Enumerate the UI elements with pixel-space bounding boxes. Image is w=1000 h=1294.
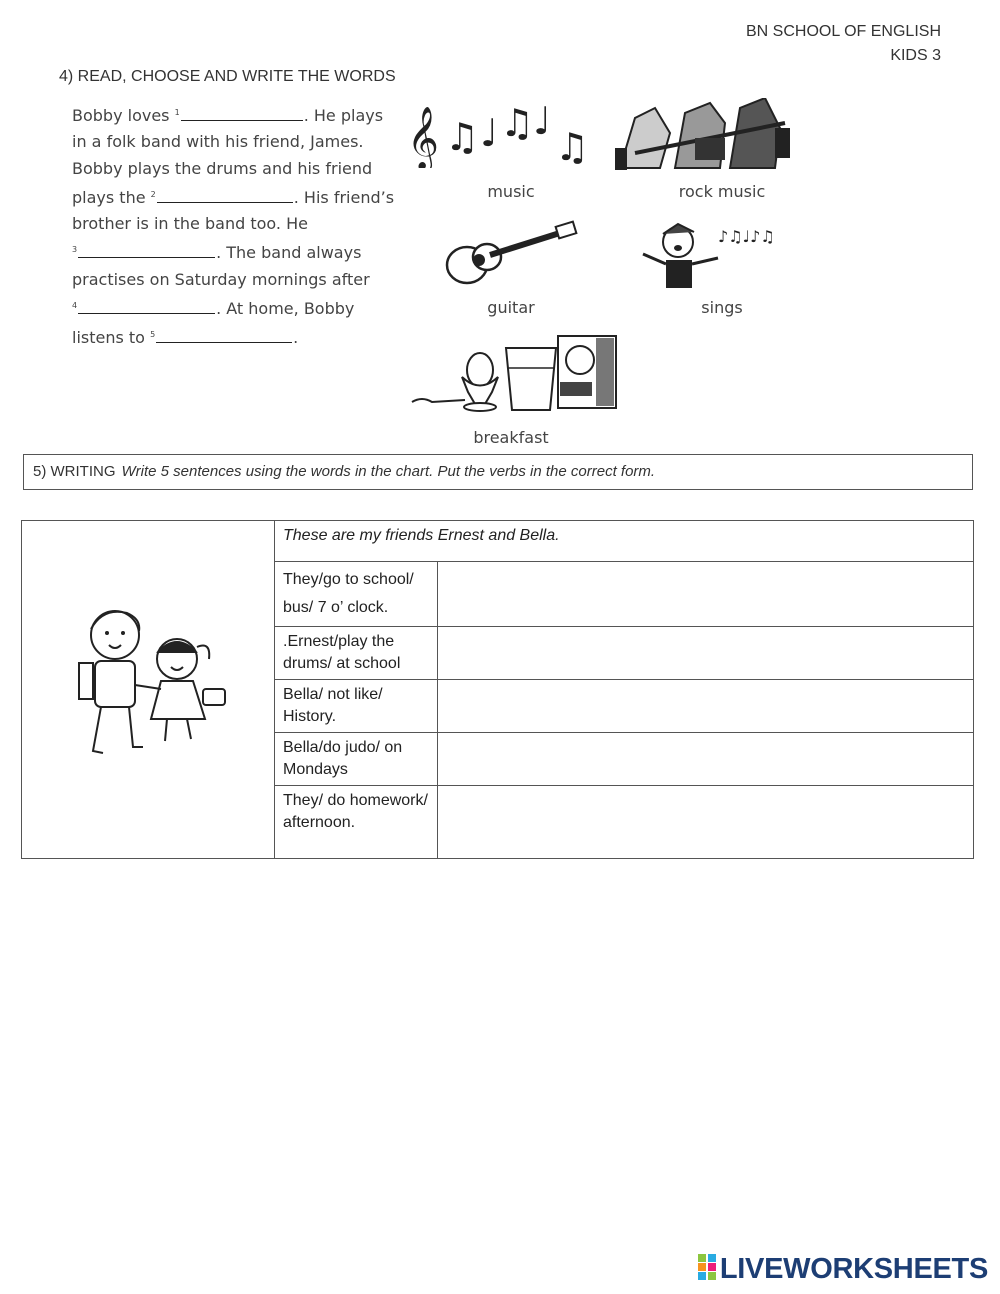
- word-music: music: [487, 182, 535, 201]
- answer-gap-2[interactable]: [157, 188, 293, 203]
- cue-2: .Ernest/play the drums/ at school: [275, 627, 438, 680]
- cue-3: Bella/ not like/ History.: [275, 680, 438, 733]
- answer-cell-3[interactable]: [438, 680, 974, 733]
- logo-text: LIVEWORKSHEETS: [719, 1253, 988, 1285]
- singing-boy-icon: [638, 220, 783, 292]
- chart-intro: These are my friends Ernest and Bella.: [275, 521, 974, 562]
- svg-text:♪♫♩♪♫: ♪♫♩♪♫: [718, 227, 775, 246]
- answer-gap-5[interactable]: [156, 328, 292, 343]
- school-header: [746, 20, 941, 68]
- answer-gap-3[interactable]: [78, 243, 215, 258]
- svg-text:♩: ♩: [533, 99, 551, 143]
- cue-4: Bella/do judo/ on Mondays: [275, 733, 438, 786]
- task4-title: 4) READ, CHOOSE AND WRITE THE WORDS: [59, 68, 396, 85]
- school-name: BN SCHOOL OF ENGLISH: [746, 23, 941, 40]
- task5-label: 5) WRITING: [33, 463, 116, 480]
- svg-text:♫: ♫: [445, 115, 480, 159]
- logo-blocks-icon: [698, 1254, 716, 1280]
- word-rock-music: rock music: [678, 182, 766, 201]
- svg-text:♫: ♫: [555, 125, 590, 168]
- breakfast-icon: [410, 332, 620, 414]
- cue-1: They/go to school/ bus/ 7 o’ clock.: [275, 562, 438, 627]
- two-kids-icon: [63, 601, 233, 771]
- answer-cell-5[interactable]: [438, 786, 974, 859]
- rock-band-icon: [615, 98, 790, 170]
- cue-5: They/ do homework/afternoon.: [275, 786, 438, 859]
- music-notes-icon: [405, 98, 595, 168]
- class-level: KIDS 3: [890, 47, 941, 64]
- guitar-icon: [445, 220, 580, 290]
- word-breakfast: breakfast: [473, 428, 549, 447]
- story-text: Bobby loves $^1$ . He plays in a folk band with his friend, James. Bobby plays the drums and his friend plays the $^2$ . His friend’s brother is in the band too. He $^3$ . The band always practises on Saturday mornings after $^4$ . At home, Bobby listens to $^5$ .: [72, 106, 395, 348]
- word-guitar: guitar: [487, 298, 535, 317]
- svg-text:♫: ♫: [500, 101, 535, 145]
- task5-instruction-box: [23, 454, 973, 490]
- answer-cell-1[interactable]: [438, 562, 974, 627]
- answer-cell-2[interactable]: [438, 627, 974, 680]
- writing-chart: [21, 520, 974, 859]
- task5-instruction: Write 5 sentences using the words in the chart. Put the verbs in the correct form.: [121, 463, 656, 480]
- liveworksheets-logo: [698, 1253, 988, 1286]
- answer-gap-4[interactable]: [78, 299, 215, 314]
- answer-cell-4[interactable]: [438, 733, 974, 786]
- svg-text:♩: ♩: [480, 111, 498, 155]
- friends-picture-cell: [22, 521, 275, 859]
- answer-gap-1[interactable]: [181, 106, 303, 121]
- svg-text:𝄞: 𝄞: [407, 106, 439, 168]
- word-sings: sings: [701, 298, 743, 317]
